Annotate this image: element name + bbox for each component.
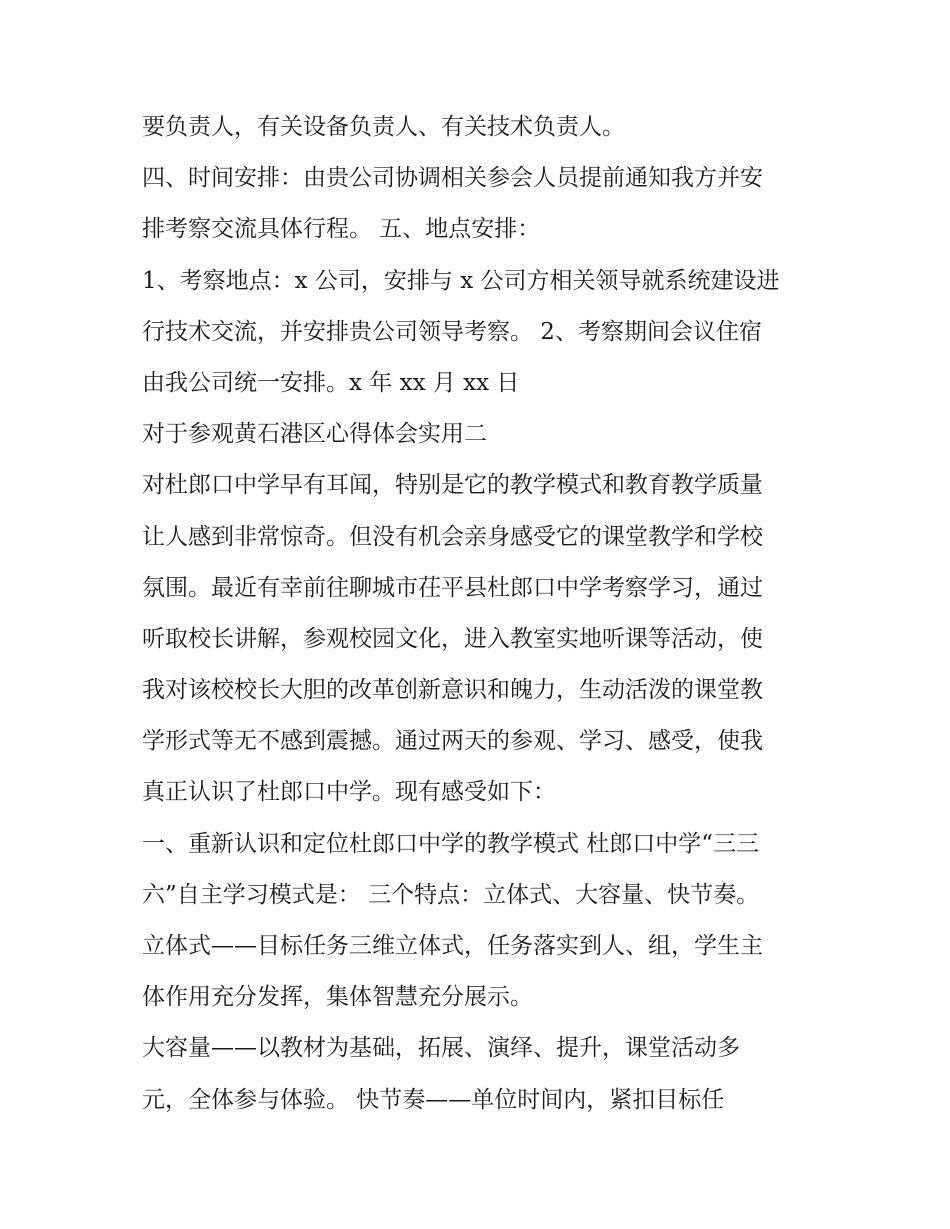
text-line: 1、考察地点：x 公司，安排与 x 公司方相关领导就系统建设进: [142, 267, 780, 294]
text-line: 一、重新认识和定位杜郎口中学的教学模式 杜郎口中学“三三: [142, 830, 760, 857]
text-line: 真正认识了杜郎口中学。现有感受如下：: [142, 779, 556, 806]
text-line: 听取校长讲解，参观校园文化，进入教室实地听课等活动，使: [142, 625, 763, 652]
text-line: 由我公司统一安排。x 年 xx 月 xx 日: [142, 369, 520, 396]
text-line: 氛围。最近有幸前往聊城市茌平县杜郎口中学考察学习，通过: [142, 574, 763, 601]
text-line: 对杜郎口中学早有耳闻，特别是它的教学模式和教育教学质量: [142, 472, 763, 499]
text-line: 立体式——目标任务三维立体式，任务落实到人、组，学生主: [142, 933, 763, 959]
text-line: 行技术交流，并安排贵公司领导考察。 2、考察期间会议住宿: [142, 318, 762, 345]
text-line: 六”自主学习模式是： 三个特点：立体式、大容量、快节奏。: [142, 881, 760, 908]
section-heading: 对于参观黄石港区心得体会实用二: [142, 421, 487, 448]
text-line: 体作用充分发挥，集体智慧充分展示。: [142, 984, 533, 1011]
text-line: 我对该校校长大胆的改革创新意识和魄力，生动活泼的课堂教: [142, 677, 763, 704]
document-body: [142, 102, 822, 1126]
text-line: 元，全体参与体验。 快节奏——单位时间内，紧扣目标任: [142, 1086, 725, 1113]
text-line: 大容量——以教材为基础，拓展、演绎、提升，课堂活动多: [142, 1035, 740, 1062]
text-line: 排考察交流具体行程。 五、地点安排：: [142, 216, 541, 243]
text-line: 要负责人，有关设备负责人、有关技术负责人。: [142, 114, 625, 140]
text-line: 学形式等无不感到震撼。通过两天的参观、学习、感受，使我: [142, 728, 763, 755]
text-line: 让人感到非常惊奇。但没有机会亲身感受它的课堂教学和学校: [142, 523, 763, 550]
text-line: 四、时间安排：由贵公司协调相关参会人员提前通知我方并安: [142, 165, 763, 192]
